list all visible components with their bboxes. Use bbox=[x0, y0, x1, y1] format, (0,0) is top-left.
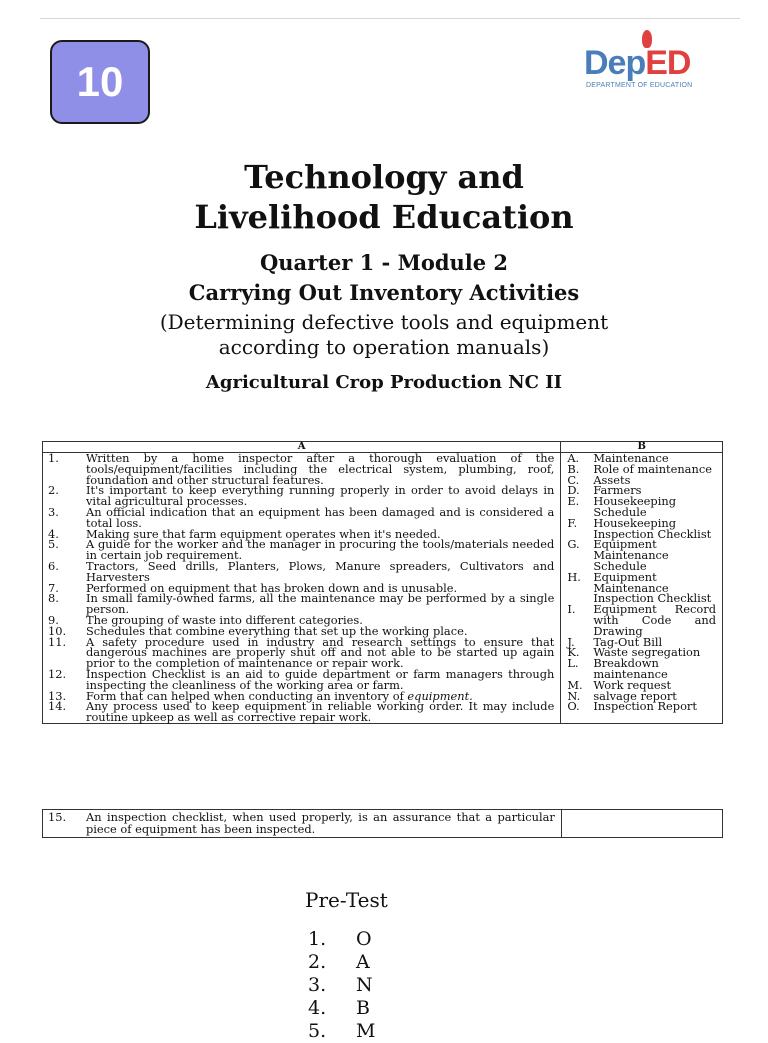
item-b: F. Housekeeping Inspection Checklist bbox=[567, 515, 712, 541]
item-b: N. salvage report bbox=[567, 688, 677, 703]
item-b: O. Inspection Report bbox=[567, 699, 697, 714]
answer-row: 4. B bbox=[308, 997, 370, 1019]
program-name: Agricultural Crop Production NC II bbox=[205, 372, 563, 393]
logo-tagline: DEPARTMENT OF EDUCATION bbox=[586, 82, 693, 89]
item-a: 1. Written by a home inspector after a thorough evaluation of the tools/equipment/facilities including the electrical system, plumbing, roof, foundation and other structural features. bbox=[48, 451, 555, 487]
question-15-table bbox=[42, 809, 723, 838]
column-a bbox=[43, 453, 561, 724]
answer-row: 3. N bbox=[308, 974, 373, 996]
item-a: 15. An inspection checklist, when used properly, is an assurance that a particular piece of equipment has been inspected. bbox=[48, 810, 555, 836]
top-divider bbox=[40, 18, 740, 19]
item-b: I. Equipment Record with Code and Drawing bbox=[567, 602, 716, 638]
question-15-cell bbox=[43, 810, 562, 838]
item-b: H. Equipment Maintenance Inspection Checklist bbox=[567, 569, 712, 606]
item-b: G. Equipment Maintenance Schedule bbox=[567, 537, 669, 573]
item-b: J. Tag-Out Bill bbox=[567, 634, 663, 649]
item-a: 3. An official indication that an equipment has been damaged and is considered a total loss. bbox=[48, 504, 555, 530]
question-15-answer-cell bbox=[561, 810, 722, 838]
grade-number: 10 bbox=[76, 58, 124, 105]
title-line-2: Livelihood Education bbox=[194, 198, 574, 236]
item-b: B. Role of maintenance bbox=[567, 461, 712, 476]
answer-row: 5. M bbox=[308, 1020, 376, 1042]
column-b bbox=[561, 453, 723, 724]
item-a: 6. Tractors, Seed drills, Planters, Plows, Manure spreaders, Cultivators and Harvesters bbox=[48, 558, 555, 584]
item-a: 5. A guide for the worker and the manager in procuring the tools/materials needed in certain job requirement. bbox=[48, 537, 555, 563]
module-subtitle-1: (Determining defective tools and equipment bbox=[159, 310, 609, 334]
item-a: 7. Performed on equipment that has broken down and is unusable. bbox=[48, 580, 458, 595]
answer-row: 2. A bbox=[308, 951, 370, 973]
item-a: 9. The grouping of waste into different categories. bbox=[48, 612, 363, 627]
item-a: 8. In small family-owned farms, all the maintenance may be performed by a single person. bbox=[48, 591, 555, 617]
module-subtitle-2: according to operation manuals) bbox=[218, 335, 550, 359]
item-a: 11. A safety procedure used in industry and research settings to ensure that dangerous machines are properly shut off and not able to be started up again prior to the completion of maintenance or repair work. bbox=[48, 634, 555, 671]
item-b: K. Waste segregation bbox=[567, 645, 701, 660]
column-a-header: A bbox=[43, 442, 561, 453]
module-topic: Carrying Out Inventory Activities bbox=[188, 280, 580, 305]
item-a: 4. Making sure that farm equipment operates when it's needed. bbox=[48, 526, 441, 541]
item-a: 12. Inspection Checklist is an aid to guide department or farm managers through inspecting the cleanliness of the working area or farm. bbox=[48, 666, 555, 692]
grade-badge bbox=[50, 40, 150, 124]
logo-wordmark: DepED bbox=[584, 44, 691, 82]
pretest-title: Pre-Test bbox=[305, 888, 388, 912]
item-a: 13. Form that can helped when conducting an inventory of equipment. bbox=[48, 688, 473, 703]
item-b: E. Housekeeping Schedule bbox=[567, 494, 676, 519]
deped-logo bbox=[584, 30, 724, 94]
item-a: 14. Any process used to keep equipment in reliable working order. It may include routine upkeep as well as corrective repair work. bbox=[48, 699, 555, 725]
item-b: C. Assets bbox=[567, 472, 631, 487]
item-b: A. Maintenance bbox=[567, 451, 669, 465]
column-b-header: B bbox=[561, 442, 723, 453]
answer-row: 1. O bbox=[308, 928, 372, 950]
item-b: D. Farmers bbox=[567, 483, 642, 498]
quarter-module: Quarter 1 - Module 2 bbox=[259, 250, 509, 275]
pretest-answers bbox=[308, 928, 396, 1043]
item-b: M. Work request bbox=[567, 677, 672, 692]
item-a: 10. Schedules that combine everything that set up the working place. bbox=[48, 623, 468, 638]
item-b: L. Breakdown maintenance bbox=[567, 656, 668, 681]
item-a: 2. It's important to keep everything running properly in order to avoid delays in vital agricultural processes. bbox=[48, 483, 555, 509]
title-line-1: Technology and bbox=[244, 158, 524, 196]
matching-table bbox=[42, 441, 723, 724]
